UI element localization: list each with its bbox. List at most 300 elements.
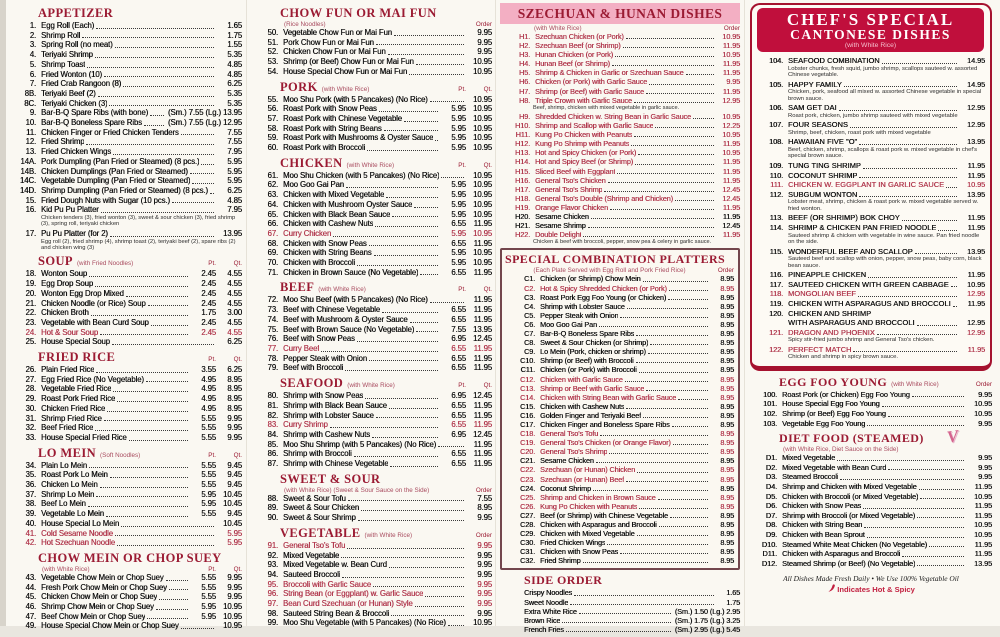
dot-leader [156,609,188,610]
item-number: 95. [267,579,278,589]
menu-item [750,409,992,419]
menu-item [252,210,492,220]
item-name: Roast Pork with Mushrooms & Oyster Sauce [283,133,434,143]
item-name: Beef with Broccoli [283,363,344,373]
section-header [280,280,492,295]
item-name: General Tso's Tofu [283,540,346,550]
dot-leader [635,164,714,165]
item-number: 119. [769,298,783,308]
item-price: 10.95 [472,170,492,180]
item-number: D2. [765,462,777,472]
menu-item [252,589,492,599]
item-price: 11.95 [473,363,492,373]
dot-leader [390,466,438,467]
menu-item [10,289,242,299]
item-name: Shrimp Toast [41,59,86,69]
item-name: Kung Po Chicken with Peanuts [535,130,633,140]
dot-leader [583,236,714,237]
item-name: Teriyaki Beef (2) [41,88,96,98]
item-number: 17. [25,228,36,238]
section-subtitle: (with Fried Noodles) [76,260,134,268]
item-price: 6.25 [227,365,242,375]
item-number: 10. [25,118,36,128]
item-price: 10.95 [974,409,992,419]
item-number: 115. [769,246,783,256]
item-number: 37. [25,489,36,499]
item-price: 13.95 [967,189,985,199]
item-price: 7.95 [227,147,242,157]
dot-leader [115,535,214,536]
dot-leader [210,193,214,194]
dot-leader [693,118,714,119]
item-price: 8.95 [720,410,734,420]
menu-section [252,472,492,523]
item-name: Fried Wonton (10) [41,69,102,79]
item-number: H15. [514,166,530,176]
dot-leader [859,144,957,145]
item-price: 5.55 [201,509,216,519]
item-name: Orange Flavor Chicken [535,202,608,212]
item-name: Hunan Chicken (or Pork) [535,50,613,60]
item-price: 11.95 [473,410,492,420]
menu-item [10,157,242,167]
item-name: Mixed Vegetable [283,550,340,560]
item-name: Kung Po Chicken with Peanuts [540,501,638,511]
item-name: Sweet & Sour Chicken [283,503,360,513]
menu-section-wrap [500,573,740,633]
menu-item [500,221,740,230]
item-price: 9.95 [227,592,242,602]
item-price: 8.95 [720,392,734,402]
item-number: C28. [519,520,535,529]
dot-leader [354,456,438,457]
menu-section [10,350,242,443]
menu-item [252,541,492,551]
item-price: 12.25 [722,121,740,131]
dot-leader [636,362,708,363]
item-price: 6.55 [451,267,466,277]
menu-item [500,185,740,194]
item-name: Chicken Finger and Boneless Spare Ribs [540,419,670,429]
item-price: 6.55 [451,449,466,459]
item-name: Shrimp with Chinese Vegetable [283,459,389,469]
dot-leader [646,390,708,391]
item-name: Crispy Noodles [524,588,573,598]
dot-leader [637,472,708,473]
item-number: C27. [519,510,535,520]
item-number: 56. [267,104,278,114]
dot-leader [348,500,464,501]
item-price: 5.55 [201,582,216,592]
item-note: Beef, shrimp, chicken with mixed vegetable in garlic sauce. [533,104,680,111]
menu-item [750,453,992,463]
item-number: D11. [762,549,777,559]
menu-item [505,447,734,456]
item-price: 8.95 [720,538,734,548]
dot-leader [853,351,957,352]
item-number: C31. [519,547,535,557]
item-price: 6.95 [451,334,466,344]
item-number: 109. [769,160,783,170]
dot-leader [166,580,189,581]
item-price: 9.95 [477,608,492,618]
item-price: 11.95 [473,400,492,410]
item-price: 10.95 [472,199,492,209]
menu-item [505,511,734,520]
item-price: 8.95 [720,556,734,566]
item-name: Hot and Spicy Beef (or Shrimp) [535,157,633,167]
item-price: 5.95 [451,113,466,123]
section-subtitle: (with White Rice) (Sweet & Sour Sauce on the Side) [284,486,430,494]
item-name: Beef with Chinese Vegetable [283,305,380,315]
item-number: H20. [514,211,530,221]
item-number: C12. [519,374,535,384]
item-price: 9.95 [227,413,242,423]
item-number: 20. [25,288,36,298]
dot-leader [416,64,464,65]
menu-item [10,176,242,186]
dot-leader [112,344,214,345]
item-price: 4.85 [227,195,242,205]
item-price: 2.45 [201,269,216,279]
menu-item [10,592,242,602]
item-price: 8.95 [227,384,242,394]
menu-column-4 [750,3,992,595]
section-subheader [38,566,242,573]
item-number: 44. [25,582,36,592]
dot-leader [89,467,188,468]
dot-leader [877,334,957,335]
item-name: Vegetable Egg Foo Young [782,418,866,428]
item-number: 19. [25,279,36,289]
item-number: 107. [769,120,783,130]
menu-item [10,573,242,583]
menu-item [505,293,734,302]
dot-leader [382,312,438,313]
menu-section-wrap [10,350,242,443]
item-number: H17. [514,184,530,194]
menu-item [252,143,492,153]
item-number: D8. [765,520,777,530]
dot-leader [659,526,708,527]
item-number: 112. [769,189,783,199]
dot-leader [321,351,438,352]
item-price: 14.95 [967,79,985,89]
item-price: 10.95 [967,180,985,190]
item-number: C15. [519,401,535,411]
item-name: Chicken Chow Mein or Chop Suey [41,592,158,602]
menu-item [252,258,492,268]
item-price: 9.95 [978,418,992,428]
section-title: SIDE ORDER [524,573,603,588]
item-number: C19. [519,438,535,448]
menu-item [756,270,985,280]
item-price: 10.95 [472,66,492,76]
section-subtitle: (with White Rice) [844,42,897,49]
item-price: 1.75 [726,597,740,607]
item-number: 75. [267,324,278,334]
item-price: 5.95 [201,499,216,509]
dot-leader [416,331,438,332]
menu-section [10,446,242,548]
dot-leader [376,44,464,45]
menu-item [10,538,242,548]
item-price: 1.75 [227,30,242,40]
item-number: 50. [267,28,278,37]
item-name: WONDERFUL BEEF AND SCALLOP [788,246,913,256]
menu-section-wrap [252,280,492,373]
item-number: D3. [765,472,777,482]
dot-leader [342,577,464,578]
item-price: 5.55 [201,413,216,423]
item-name: CHICKEN WITH ASPARAGUS AND BROCCOLI [788,298,951,308]
menu-item [252,363,492,373]
dot-leader [625,381,708,382]
menu-item [10,433,242,443]
item-number: 65. [267,209,278,219]
item-price: 5.55 [201,470,216,480]
dot-leader [859,177,957,178]
item-number: 90. [267,513,278,523]
section-header [38,350,242,365]
item-price: 2.45 [201,288,216,298]
item-number: 51. [267,37,278,47]
item-number: 111. [770,180,783,190]
menu-item [10,40,242,50]
item-number: 76. [267,334,278,344]
dot-leader [438,446,464,447]
dot-leader [146,381,188,382]
item-price: 9.95 [227,423,242,433]
item-name: Shrimp (or Beef) with Broccoli [540,356,634,366]
dot-leader [902,220,957,221]
menu-section [252,376,492,469]
menu-item [252,599,492,609]
menu-item [252,38,492,48]
dot-leader [643,281,708,282]
dot-leader [441,177,464,178]
item-number: 28. [25,384,36,394]
menu-item [252,190,492,200]
item-name: Sweet & Sour Shrimp [283,513,356,523]
item-name: Beef with Mushroom & Oyster Sauce [283,314,408,324]
item-number: H1. [518,32,530,41]
item-price: 11.95 [722,211,740,221]
item-number: 34. [25,460,36,470]
item-name: Cold Sesame Noodle [41,528,113,538]
menu-item [10,279,242,289]
dot-leader [365,398,438,399]
menu-item [505,556,734,565]
menu-item [252,28,492,38]
item-number: 106. [769,103,783,113]
item-name: Roast Pork with Chinese Vegetable [283,113,402,123]
item-number: 87. [267,459,278,469]
item-price: 8.95 [720,283,734,293]
menu-section-wrap [252,6,492,77]
item-name: Kid Pu Pu Platter [41,205,99,215]
item-price: 10.95 [472,104,492,114]
item-price: 5.95 [451,228,466,238]
price-column-label: Pt. [208,565,216,573]
item-price: 9.95 [978,462,992,472]
item-name: General Tso's Double (Shrimp and Chicken) [535,193,673,203]
item-price: 4.95 [201,403,216,413]
item-price: 13.95 [967,246,985,256]
menu-section-wrap [750,3,992,371]
dot-leader [394,35,464,36]
item-name: SEAFOOD COMBINATION [788,56,880,65]
item-price: 2.45 [201,327,216,337]
item-name: Roast Pork Egg Foo Young (or Chicken) [540,292,667,302]
menu-item [252,305,492,315]
dot-leader [181,134,214,135]
dot-leader [844,86,957,87]
item-number: 13. [25,147,36,157]
item-price: 8.95 [720,347,734,357]
dot-leader [850,127,957,128]
item-price: 10.95 [472,618,492,628]
section-title: CHICKEN [280,155,343,170]
menu-item [252,560,492,570]
chili-icon [828,584,835,595]
menu-item [505,520,734,529]
item-number: 92. [267,550,278,560]
menu-item [756,328,985,338]
item-price: 5.55 [201,423,216,433]
item-price: 5.95 [451,258,466,268]
item-name: Szechuan (or Hunan) Chicken [540,465,636,475]
menu-item [756,120,985,130]
dot-leader [373,586,464,587]
item-number: D4. [765,482,777,492]
dot-leader [840,479,964,480]
item-price: 9.95 [477,579,492,589]
item-name: Moo Shu Chicken (with 5 Pancakes) (No Rice) [283,170,440,180]
item-name: Hot & Spicy Shredded Chicken (or Pork) [540,283,667,293]
dot-leader [917,325,957,326]
menu-item [756,280,985,290]
item-name: House Special Chow Fun or Mai Fun [283,66,408,76]
price-column-label: Order [717,267,734,275]
menu-section-wrap [252,472,492,523]
menu-item [756,180,985,190]
item-number: 59. [267,133,278,143]
dot-leader [882,406,964,407]
item-name: Beef (or Shrimp) with Chinese Vegetable [540,510,668,520]
item-name: Chicken Noodle (or Rice) Soup [41,298,146,308]
item-name: Roast Pork with Broccoli [283,143,366,153]
item-number: 72. [267,295,278,305]
item-price: 11.95 [967,213,985,223]
item-price: 11.95 [473,267,492,277]
item-price: 8.95 [720,501,734,511]
item-name: Mixed Vegetable with Bean Curd [782,462,887,472]
item-name: Chicken with Cashew Nuts [283,219,374,229]
item-price: 8.95 [720,365,734,375]
item-price: 8.95 [720,456,734,466]
menu-item [252,513,492,523]
item-number: 29. [25,394,36,404]
item-name: Shrimp or Beef with Garlic Sauce [540,383,645,393]
menu-item [10,60,242,70]
item-price: 9.95 [477,28,492,37]
dot-leader [190,173,214,174]
item-number: 47. [25,611,36,621]
item-name: Chicken with String Bean [782,520,863,530]
item-number: D1. [765,453,777,463]
item-name: Chicken Fried Rice [41,403,106,413]
item-number: 86. [267,449,278,459]
dot-leader [658,499,708,500]
item-price: 11.95 [974,482,992,492]
item-name: General Tso's Tofu [540,429,599,439]
item-name: Chicken Lo Mein [41,480,98,490]
menu-item [252,171,492,181]
item-price: 11.95 [967,170,985,180]
item-name: Bar-B-Q Boneless Spare Ribs [41,118,142,128]
item-number: 53. [267,57,278,67]
item-number: C20. [519,447,535,457]
menu-item [10,99,242,109]
section-header [38,446,242,461]
item-name: Shrimp Chow Mein or Chop Suey [41,602,154,612]
dot-leader [626,38,714,39]
item-price: 8.95 [720,474,734,484]
dot-leader [609,453,708,454]
dot-leader [631,145,714,146]
dot-leader [859,196,957,197]
dot-leader [929,546,964,547]
item-number: C23. [519,474,535,484]
item-number: 25. [25,337,36,347]
dot-leader [181,628,214,629]
dot-leader [639,508,708,509]
menu-item [500,176,740,185]
item-price: 11.95 [473,343,492,353]
item-price: 7.55 [477,493,492,503]
menu-item [756,103,985,113]
item-price: 5.95 [451,248,466,258]
dot-leader [599,326,708,327]
menu-item [750,501,992,511]
dot-leader [389,408,438,409]
item-name: Plain Fried Rice [41,365,95,375]
item-number: 30. [25,403,36,413]
item-note: Chicken & beef with broccoli, pepper, snow pea & celery in garlic sauce. [533,239,712,246]
item-price: 10.95 [974,399,992,409]
item-price: 6.95 [451,391,466,401]
item-price: 11.95 [473,353,492,363]
menu-item [10,89,242,99]
item-price: 7.55 [451,324,466,334]
item-name: Sliced Beef with Eggplant [535,166,616,176]
item-price: 9.95 [978,453,992,463]
item-number: D9. [765,530,777,539]
menu-item [756,289,985,299]
item-note: Lobster chunks, fresh squid, jumbo shrimp, scallops sauteed w. assorted Chinese vegetable. [788,65,978,79]
menu-item [10,337,242,347]
menu-item [10,79,242,89]
footer-spicy-note [750,584,992,595]
menu-item [10,470,242,480]
item-name: Mixed Vegetable [782,453,836,463]
menu-item [10,50,242,60]
item-price: 11.95 [974,510,992,520]
item-number: H3. [518,50,530,60]
item-name: Vegetable Dumpling (Pan Fried or Steamed) [41,176,191,186]
menu-item [756,345,985,355]
